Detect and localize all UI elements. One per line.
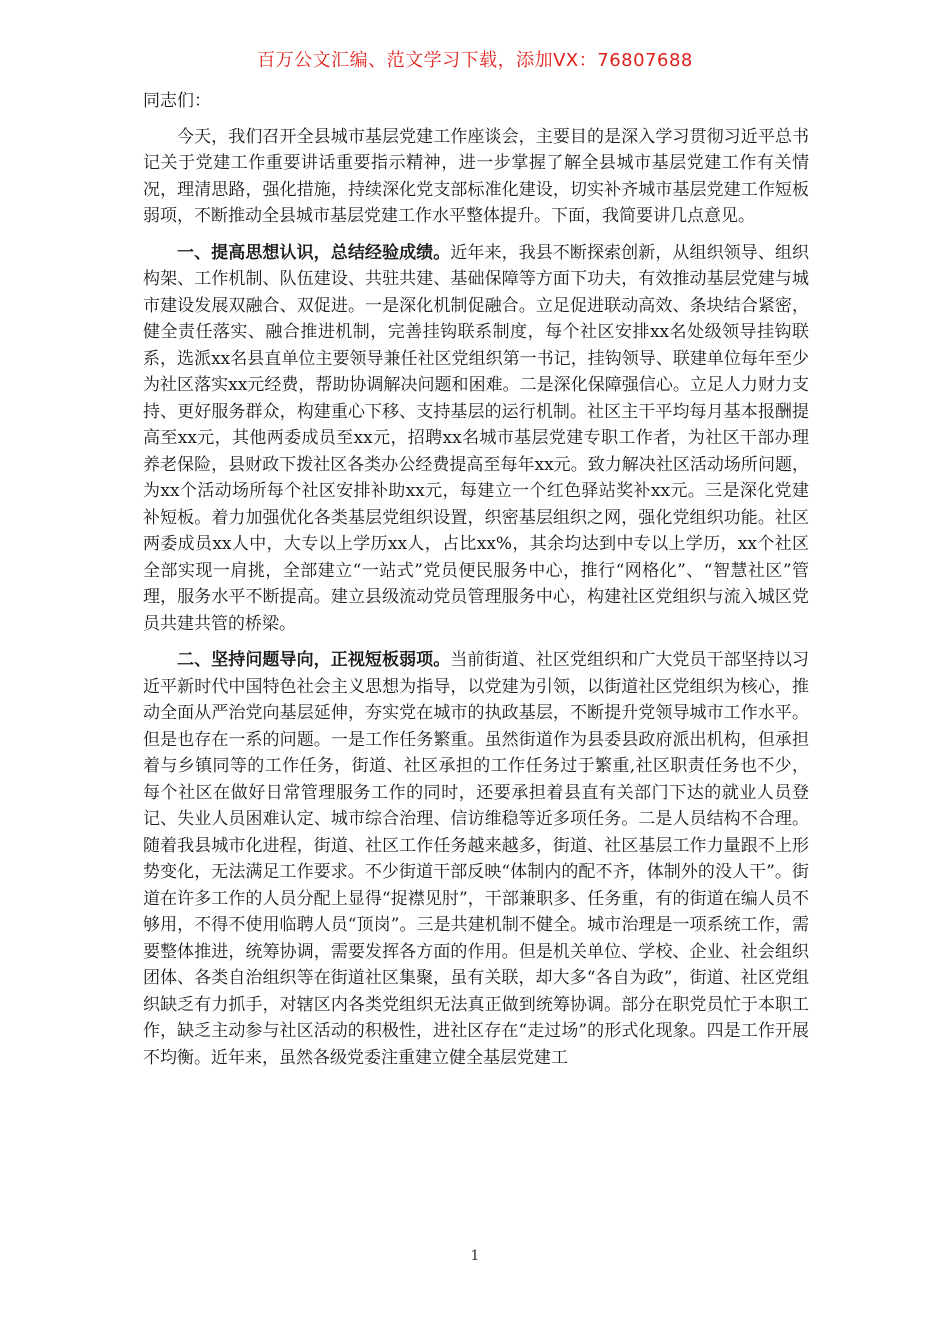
section-two-paragraph <box>143 647 809 1071</box>
section-two-text: 当前街道、社区党组织和广大党员干部坚持以习近平新时代中国特色社会主义思想为指导，以党建为引领，以街道社区党组织为核心，推动全面从严治党向基层延伸，夯实党在城市的执政基层，不断提升党领导城市工作水平。但是也存在一系的问题。一是工作任务繁重。虽然街道作为县委县政府派出机构，但承担着与乡镇同等的工作任务，街道、社区承担的工作任务过于繁重,社区职责任务也不少，每个社区在做好日常管理服务工作的同时，还要承担着县直有关部门下达的就业人员登记、失业人员困难认定、城市综合治理、信访维稳等近多项任务。二是人员结构不合理。随着我县城市化进程，街道、社区工作任务越来越多，街道、社区基层工作力量跟不上形势变化，无法满足工作要求。不少街道干部反映“体制内的配不齐，体制外的没人干”。街道在许多工作的人员分配上显得“捉襟见肘”，干部兼职多、任务重，有的街道在编人员不够用，不得不使用临聘人员“顶岗”。三是共建机制不健全。城市治理是一项系统工作，需要整体推进，统筹协调，需要发挥各方面的作用。但是机关单位、学校、企业、社会组织团体、各类自治组织等在街道社区集聚，虽有关联，却大多“各自为政”，街道、社区党组织缺乏有力抓手，对辖区内各类党组织无法真正做到统筹协调。部分在职党员忙于本职工作，缺乏主动参与社区活动的积极性，进社区存在“走过场”的形式化现象。四是工作开展不均衡。近年来，虽然各级党委注重建立健全基层党建工 <box>143 650 810 1068</box>
section-one-paragraph <box>143 240 809 638</box>
document-body <box>143 88 809 1081</box>
section-one-text: 近年来，我县不断探索创新，从组织领导、组织构架、工作机制、队伍建设、共驻共建、基础保障等方面下功夫，有效推动基层党建与城市建设发展双融合、双促进。一是深化机制促融合。立足促进联动高效、条块结合紧密，健全责任落实、融合推进机制，完善挂钩联系制度，每个社区安排xx名处级领导挂钩联系，选派xx名县直单位主要领导兼任社区党组织第一书记，挂钩领导、联建单位每年至少为社区落实xx元经费，帮助协调解决问题和困难。二是深化保障强信心。立足人力财力支持、更好服务群众，构建重心下移、支持基层的运行机制。社区主干平均每月基本报酬提高至xx元，其他两委成员至xx元，招聘xx名城市基层党建专职工作者，为社区干部办理养老保险，县财政下拨社区各类办公经费提高至每年xx元。致力解决社区活动场所问题，为xx个活动场所每个社区安排补助xx元，每建立一个红色驿站奖补xx元。三是深化党建补短板。着力加强优化各类基层党组织设置，织密基层组织之网，强化党组织功能。社区两委成员xx人中，大专以上学历xx人，占比xx%，其余均达到中专以上学历，xx个社区全部实现一肩挑，全部建立“一站式”党员便民服务中心，推行“网格化”、“智慧社区”管理，服务水平不断提高。建立县级流动党员管理服务中心，构建社区党组织与流入城区党员共建共管的桥梁。 <box>143 242 810 634</box>
section-two-heading: 二、坚持问题导向，正视短板弱项。 <box>177 650 451 670</box>
intro-paragraph-text: 今天，我们召开全县城市基层党建工作座谈会，主要目的是深入学习贯彻习近平总书记关于党建工作重要讲话重要指示精神，进一步掌握了解全县城市基层党建工作有关情况，理清思路，强化措施，持续深化党支部标准化建设，切实补齐城市基层党建工作短板弱项，不断推动全县城市基层党建工作水平整体提升。下面，我简要讲几点意见。 <box>143 126 809 226</box>
section-one-heading: 一、提高思想认识，总结经验成绩。 <box>177 242 451 263</box>
watermark-banner: 百万公文汇编、范文学习下载，添加VX：76807688 <box>257 50 693 71</box>
intro-paragraph <box>143 124 809 230</box>
page-number: 1 <box>470 1248 480 1264</box>
salutation: 同志们： <box>143 91 211 111</box>
